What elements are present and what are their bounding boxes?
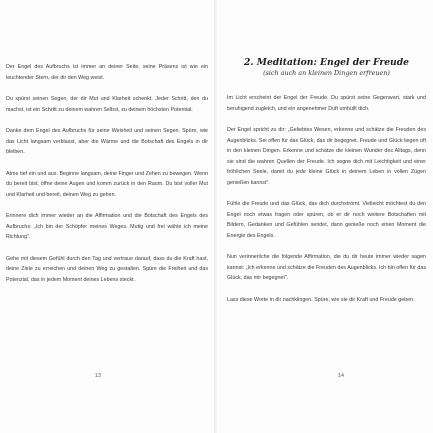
right-page — [217, 0, 433, 433]
right-paragraph-5: Lass diese Worte in dir nachklingen. Spüre, wie sie dir Kraft und Freude geben. — [227, 296, 415, 303]
right-page-number: 14 — [338, 373, 344, 379]
right-paragraph-4: Nun verinnerliche die folgende Affirmation, die du dir heute immer wieder sagen kannst: „Ich erkenne und schätze die Freuden des Augenblicks. Ich bin offen für das Glück, das mir begegnet". — [227, 254, 426, 281]
chapter-title: 2. Meditation: Engel der Freude — [244, 57, 409, 68]
right-paragraph-2: Der Engel spricht zu dir: „Geliebtes Wesen, erkenne und schätze die Freuden des Augenblicks. Sei offen für das Glück, das dir begegnet. Freude und Glück liegen oft in den kleinen Dingen. Erkenne und schätze die kleinen Wunder des Alltags, denn sie sind die wahren Quellen der Freude. Ich segne dich mit Leichtigkeit und einer fröhlichen Seele, damit du jede kleine Glück in deinem Leben in vollen Zügen genießen kannst". — [227, 127, 426, 186]
left-page — [0, 0, 216, 433]
left-paragraph-1: Der Engel des Aufbruchs ist immer an deiner Seite, seine Präsenz ist wie ein leuchtender Stern, der dir den Weg weist. — [6, 64, 208, 81]
left-paragraph-2: Du spürst seinen Segen, der dir Mut und Klarheit schenkt. Jeder Schritt, den du machst, ist ein Schritt zu deinem wahren Selbst, zu deinem höchsten Potential. — [6, 96, 208, 113]
chapter-subtitle: (sich auch an kleinen Dingen erfreuen) — [263, 69, 390, 77]
left-page-number: 13 — [95, 373, 101, 379]
left-paragraph-3: Danke dem Engel des Aufbruchs für seine Weisheit und seinen Segen. Spüre, wie das Licht langsam verblasst, aber die Wärme und die Botschaft des Engels in dir bleiben. — [6, 128, 208, 155]
right-paragraph-1: Im Licht erscheint der Engel der Freude. Du spürst seine Gegenwart, stark und beruhigend zugleich, und ein angenehmer Duft umhüllt dich. — [227, 95, 426, 112]
left-paragraph-6: Gehe mit diesem Gefühl durch den Tag und vertraue darauf, dass du die Kraft hast, deine Ziele zu erreichen und deinen Weg zu gestalten. Spüre die Freiheit und das Potenzial, das in jedem Moment deines Lebens steckt. — [6, 255, 208, 283]
left-paragraph-5: Erinnere dich immer wieder an die Affirmation und die Botschaft des Engels des Aufbruchs: „Ich bin der Schöpfer meines Weges. Mutig und frei wähle ich meine Richtung". — [6, 213, 208, 240]
right-paragraph-3: Fühle die Freude und das Glück, das dich durchströmt. Vielleicht möchtest du den Engel noch etwas fragen oder spüren, ob er dir noch weitere Botschaften mit Bildern, Gedanken und Gefühlen sendet, dann genieße noch einen Moment die Energie des Engels. — [227, 201, 426, 239]
left-paragraph-4: Atme tief ein und aus. Beginne langsam, deine Finger und Zehen zu bewegen. Wenn du bereit bist, öffne deine Augen und komm zurück in den Raum. Du bist voller Mut und Klarheit und bereit, deinen Weg zu gehen. — [6, 170, 208, 198]
